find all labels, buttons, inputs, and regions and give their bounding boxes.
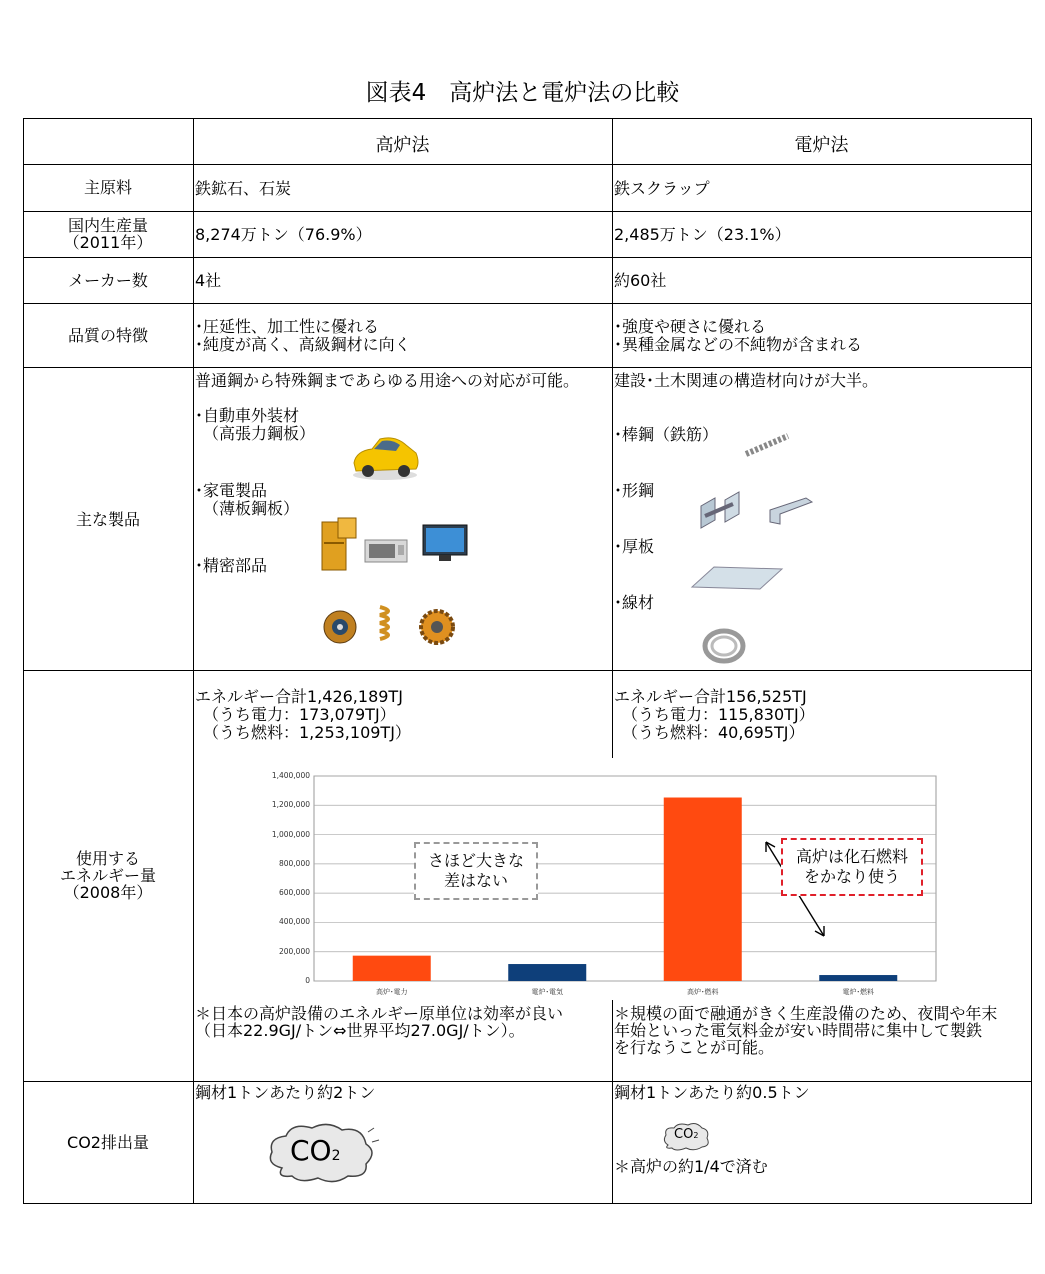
row-label-output: 国内生産量 （2011年） bbox=[63, 216, 153, 252]
co2-electric-note: ＊高炉の約1/4で済む bbox=[614, 1157, 768, 1176]
row-label-makers: メーカー数 bbox=[68, 271, 148, 290]
product-item: ･家電製品 （薄板鋼板） bbox=[195, 481, 300, 518]
annotation-fossil-fuel: 高炉は化石燃料 をかなり使う bbox=[781, 838, 923, 896]
wire-coil-icon bbox=[700, 626, 748, 664]
x-tick-label: 高炉･電力 bbox=[376, 988, 408, 996]
co2-cloud-large bbox=[262, 1118, 382, 1186]
products-electric-intro: 建設･土木関連の構造材向けが大半。 bbox=[614, 371, 879, 390]
y-tick-label: 200,000 bbox=[278, 946, 310, 956]
bar bbox=[508, 964, 586, 981]
bar bbox=[819, 975, 897, 981]
co2-cloud-label: CO2 bbox=[674, 1127, 699, 1142]
raw-blast: 鉄鉱石、石炭 bbox=[195, 179, 292, 198]
y-tick-label: 1,200,000 bbox=[271, 800, 310, 810]
rebar-icon bbox=[742, 432, 792, 458]
output-blast: 8,274万トン（76.9%） bbox=[195, 225, 372, 244]
gear-part-icon bbox=[414, 605, 460, 647]
header-electric: 電炉法 bbox=[794, 135, 849, 156]
page-title: 図表4 高炉法と電炉法の比較 bbox=[365, 80, 680, 106]
energy-electric: エネルギー合計156,525TJ （うち電力：115,830TJ） （うち燃料：40,695TJ） bbox=[614, 687, 815, 742]
bar bbox=[353, 956, 431, 981]
energy-chart bbox=[200, 766, 940, 998]
product-item: ･精密部品 bbox=[195, 556, 268, 575]
y-tick-label: 800,000 bbox=[278, 858, 310, 868]
annotation-small-difference: さほど大きな 差はない bbox=[414, 842, 538, 900]
makers-blast: 4社 bbox=[195, 271, 222, 290]
refrigerator-icon bbox=[318, 516, 360, 572]
row-label-products: 主な製品 bbox=[75, 510, 140, 529]
header-blast: 高炉法 bbox=[375, 135, 430, 156]
product-item: ･棒鋼（鉄筋） bbox=[614, 425, 719, 444]
row-label-energy: 使用する エネルギー量 （2008年） bbox=[59, 849, 156, 902]
product-item: ･線材 bbox=[614, 593, 655, 612]
microwave-icon bbox=[363, 536, 409, 564]
car-icon bbox=[350, 433, 420, 481]
angle-steel-icon bbox=[766, 496, 816, 528]
row-label-raw: 主原料 bbox=[83, 178, 132, 197]
makers-electric: 約60社 bbox=[614, 271, 667, 290]
output-electric: 2,485万トン（23.1%） bbox=[614, 225, 791, 244]
co2-cloud-small bbox=[660, 1121, 712, 1153]
x-tick-label: 高炉･燃料 bbox=[687, 988, 719, 996]
y-tick-label: 600,000 bbox=[278, 888, 310, 898]
steel-plate-icon bbox=[690, 565, 784, 591]
television-icon bbox=[421, 523, 469, 563]
bar bbox=[664, 798, 742, 981]
co2-electric: 鋼材1トンあたり約0.5トン bbox=[614, 1083, 810, 1102]
co2-cloud-label: CO2 bbox=[290, 1134, 341, 1167]
y-tick-label: 400,000 bbox=[278, 917, 310, 927]
spring-part-icon bbox=[374, 603, 402, 645]
quality-electric: ･強度や硬さに優れる ･異種金属などの不純物が含まれる bbox=[614, 317, 863, 354]
products-blast-intro: 普通鋼から特殊鋼まであらゆる用途への対応が可能。 bbox=[195, 371, 580, 390]
energy-note-blast: ＊日本の高炉設備のエネルギー原単位は効率が良い （日本22.9GJ/トン⇔世界平均27.0GJ/トン）。 bbox=[195, 1004, 564, 1040]
y-tick-label: 0 bbox=[305, 976, 310, 985]
product-item: ･自動車外装材 （高張力鋼板） bbox=[195, 406, 316, 443]
row-label-co2: CO2排出量 bbox=[67, 1133, 149, 1152]
product-item: ･形鋼 bbox=[614, 481, 655, 500]
y-tick-label: 1,000,000 bbox=[271, 829, 310, 839]
x-tick-label: 電炉･電気 bbox=[531, 988, 563, 996]
y-tick-label: 1,400,000 bbox=[271, 771, 310, 780]
energy-blast: エネルギー合計1,426,189TJ （うち電力：173,079TJ） （うち燃料：1,253,109TJ） bbox=[195, 687, 411, 742]
raw-electric: 鉄スクラップ bbox=[614, 179, 710, 198]
h-beam-icon bbox=[695, 490, 747, 532]
co2-blast: 鋼材1トンあたり約2トン bbox=[195, 1083, 376, 1102]
x-tick-label: 電炉･燃料 bbox=[842, 988, 874, 996]
energy-note-electric: ＊規模の面で融通がきく生産設備のため、夜間や年末 年始といった電気料金が安い時間帯に集中して製鉄 を行なうことが可能。 bbox=[614, 1004, 998, 1057]
product-item: ･厚板 bbox=[614, 537, 655, 556]
row-label-quality: 品質の特徴 bbox=[67, 326, 148, 345]
motor-part-icon bbox=[320, 605, 362, 645]
quality-blast: ･圧延性、加工性に優れる ･純度が高く、高級鋼材に向く bbox=[195, 317, 411, 354]
